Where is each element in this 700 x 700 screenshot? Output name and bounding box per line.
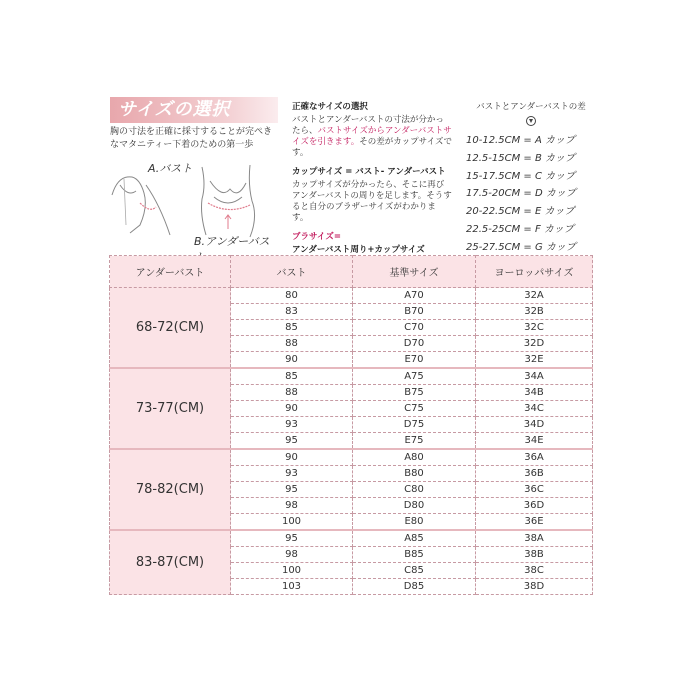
european-size: 32C <box>476 320 593 336</box>
standard-size: C75 <box>353 401 476 417</box>
standard-size: B85 <box>353 547 476 563</box>
european-size: 36C <box>476 482 593 498</box>
under-bust-range: 83-87(CM) <box>110 530 231 595</box>
standard-size: D70 <box>353 336 476 352</box>
bust-value: 85 <box>231 368 353 385</box>
standard-size: B70 <box>353 304 476 320</box>
cup-row: 25-27.5CM = G カップ <box>466 241 576 253</box>
under-bust-range: 73-77(CM) <box>110 368 231 449</box>
size-table-body <box>110 288 593 595</box>
bust-value: 93 <box>231 417 353 433</box>
bust-value: 90 <box>231 401 353 417</box>
sizing-guide <box>292 102 452 264</box>
standard-size: C80 <box>353 482 476 498</box>
guide-heading-3a: ブラサイズ= <box>292 232 341 242</box>
european-size: 32E <box>476 352 593 369</box>
bust-value: 95 <box>231 433 353 450</box>
bust-value: 98 <box>231 498 353 514</box>
header-standard-size: 基準サイズ <box>353 256 476 288</box>
european-size: 32A <box>476 288 593 304</box>
standard-size: E70 <box>353 352 476 369</box>
standard-size: C70 <box>353 320 476 336</box>
european-size: 34C <box>476 401 593 417</box>
standard-size: D75 <box>353 417 476 433</box>
guide-heading-2: カップサイズ = バスト- アンダーバスト <box>292 167 446 177</box>
guide-text-1c: その差がカップサイズです。 <box>292 137 452 158</box>
header-bust: バスト <box>231 256 353 288</box>
european-size: 34B <box>476 385 593 401</box>
table-header-row <box>110 256 593 288</box>
under-bust-range: 68-72(CM) <box>110 288 231 369</box>
standard-size: E75 <box>353 433 476 450</box>
guide-text-2: カップサイズが分かったら、そこに再びアンダーバストの周りを足します。そうすると自分のブラザーサイズがわかります。 <box>292 180 452 223</box>
standard-size: C85 <box>353 563 476 579</box>
bust-value: 95 <box>231 530 353 547</box>
bust-value: 100 <box>231 514 353 531</box>
page-title: サイズの選択 <box>110 97 278 123</box>
cup-row: 17.5-20CM = D カップ <box>466 188 576 200</box>
standard-size: E80 <box>353 514 476 531</box>
bust-value: 98 <box>231 547 353 563</box>
cup-row: 22.5-25CM = F カップ <box>466 223 574 235</box>
table-row <box>110 530 593 547</box>
standard-size: B75 <box>353 385 476 401</box>
european-size: 32D <box>476 336 593 352</box>
european-size: 34A <box>476 368 593 385</box>
bust-value: 103 <box>231 579 353 595</box>
guide-text-1a: バストとアンダーバストの寸法が分かったら、 <box>292 115 444 136</box>
down-arrow-icon <box>526 116 536 126</box>
table-row <box>110 449 593 466</box>
european-size: 36A <box>476 449 593 466</box>
under-bust-range: 78-82(CM) <box>110 449 231 530</box>
bust-value: 90 <box>231 352 353 369</box>
standard-size: B80 <box>353 466 476 482</box>
bust-value: 83 <box>231 304 353 320</box>
standard-size: A70 <box>353 288 476 304</box>
table-row <box>110 288 593 304</box>
bust-value: 88 <box>231 336 353 352</box>
european-size: 36E <box>476 514 593 531</box>
measurement-illustration <box>110 155 280 255</box>
size-table <box>109 255 593 595</box>
european-size: 32B <box>476 304 593 320</box>
guide-text-1b: バストサイズからアンダーバストサイズを引きます。 <box>292 126 452 147</box>
standard-size: A75 <box>353 368 476 385</box>
bust-label: A.バスト <box>148 162 193 175</box>
cup-row: 12.5-15CM = B カップ <box>466 152 575 164</box>
european-size: 38B <box>476 547 593 563</box>
guide-heading-1: 正確なサイズの選択 <box>292 102 368 112</box>
intro-text: 胸の寸法を正確に採寸することが完ぺきなマタニティー下着のための第一歩 <box>110 127 273 150</box>
european-size: 38D <box>476 579 593 595</box>
european-size: 34D <box>476 417 593 433</box>
european-size: 36D <box>476 498 593 514</box>
bust-value: 90 <box>231 449 353 466</box>
bust-value: 95 <box>231 482 353 498</box>
bust-value: 93 <box>231 466 353 482</box>
header-under-bust: アンダーバスト <box>110 256 231 288</box>
standard-size: A80 <box>353 449 476 466</box>
cup-row: 20-22.5CM = E カップ <box>466 206 575 218</box>
standard-size: A85 <box>353 530 476 547</box>
header-european-size: ヨーロッパサイズ <box>476 256 593 288</box>
standard-size: D80 <box>353 498 476 514</box>
european-size: 36B <box>476 466 593 482</box>
table-row <box>110 368 593 385</box>
european-size: 34E <box>476 433 593 450</box>
guide-heading-3b: アンダーバスト周り+カップサイズ <box>292 245 425 255</box>
under-bust-label: B.アンダーバス <box>194 235 270 248</box>
european-size: 38A <box>476 530 593 547</box>
cup-chart-title: バストとアンダーバストの差 <box>476 102 586 112</box>
bust-value: 85 <box>231 320 353 336</box>
bust-value: 100 <box>231 563 353 579</box>
european-size: 38C <box>476 563 593 579</box>
standard-size: D85 <box>353 579 476 595</box>
cup-row: 15-17.5CM = C カップ <box>466 170 576 182</box>
bust-value: 80 <box>231 288 353 304</box>
bust-value: 88 <box>231 385 353 401</box>
cup-row: 10-12.5CM = A カップ <box>466 135 575 146</box>
cup-size-chart <box>466 100 596 257</box>
